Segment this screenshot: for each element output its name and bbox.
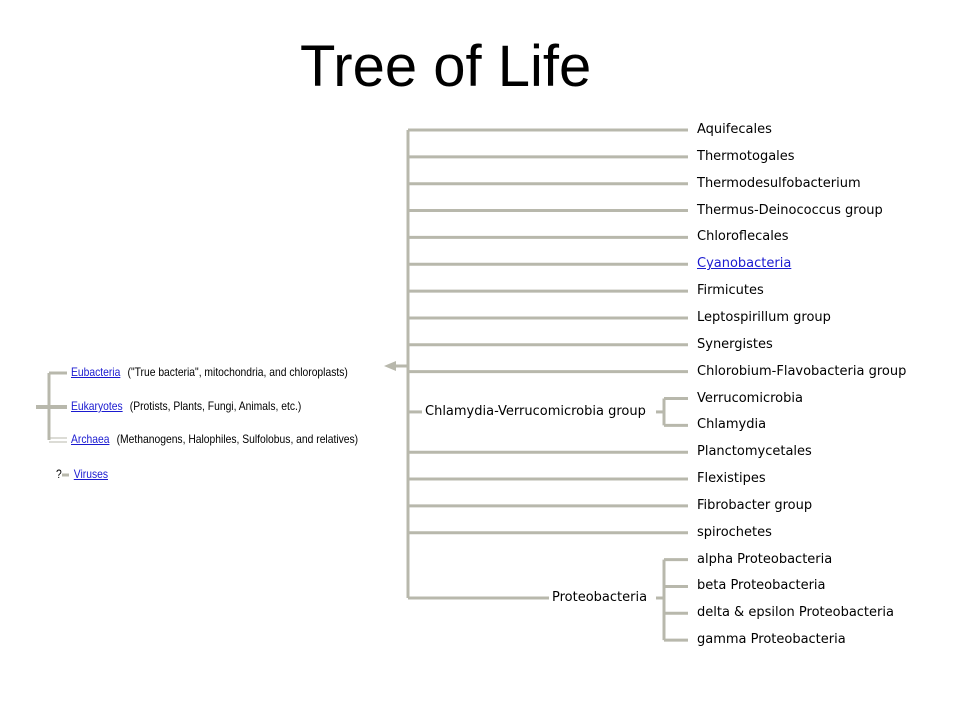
- leaf-label: Flexistipes: [697, 471, 766, 487]
- leaf-label: Chloroflecales: [697, 229, 789, 245]
- leaf-link[interactable]: Cyanobacteria: [697, 256, 792, 272]
- leaf-label: Chlorobium-Flavobacteria group: [697, 363, 907, 379]
- leaf-label: Planctomycetales: [697, 444, 812, 460]
- leaf-label[interactable]: [697, 256, 791, 272]
- domain-item: [56, 467, 108, 481]
- leaf-label: Thermotogales: [697, 148, 795, 164]
- unknown-marker: ?: [56, 467, 62, 481]
- inner-node-label: Chlamydia-Verrucomicrobia group: [422, 404, 649, 420]
- leaf-label: Synergistes: [697, 336, 773, 352]
- domain-item: [71, 365, 348, 379]
- leaf-label: Leptospirillum group: [697, 309, 831, 325]
- inner-node-label: Proteobacteria: [549, 590, 650, 606]
- leaf-label: Aquifecales: [697, 122, 772, 137]
- domain-link[interactable]: Viruses: [73, 467, 109, 481]
- domain-item: [71, 432, 358, 446]
- leaf-label: Thermus-Deinococcus group: [697, 202, 883, 218]
- leaf-label: Verrucomicrobia: [697, 390, 803, 406]
- slide-title: Tree of Life: [300, 34, 592, 99]
- leaf-label: Firmicutes: [697, 283, 764, 299]
- leaf-label: gamma Proteobacteria: [697, 632, 846, 648]
- leaf-label: spirochetes: [697, 524, 772, 540]
- domain-description: (Methanogens, Halophiles, Sulfolobus, and relatives): [113, 432, 359, 446]
- leaf-label: Thermodesulfobacterium: [697, 175, 861, 191]
- leaf-label: Chlamydia: [697, 417, 767, 433]
- domain-link[interactable]: Eukaryotes: [71, 399, 123, 413]
- leaf-label: Fibrobacter group: [697, 497, 813, 513]
- domain-item: [71, 399, 301, 413]
- leaf-label: delta & epsilon Proteobacteria: [697, 605, 894, 621]
- domain-description: (Protists, Plants, Fungi, Animals, etc.): [126, 399, 302, 413]
- leaf-label: beta Proteobacteria: [697, 578, 826, 594]
- leaf-label: alpha Proteobacteria: [697, 551, 833, 567]
- domain-link[interactable]: Archaea: [71, 432, 110, 446]
- domain-link[interactable]: Eubacteria: [71, 365, 121, 379]
- domain-description: ("True bacteria", mitochondria, and chloroplasts): [124, 365, 348, 379]
- root-arrow-icon: [384, 361, 396, 371]
